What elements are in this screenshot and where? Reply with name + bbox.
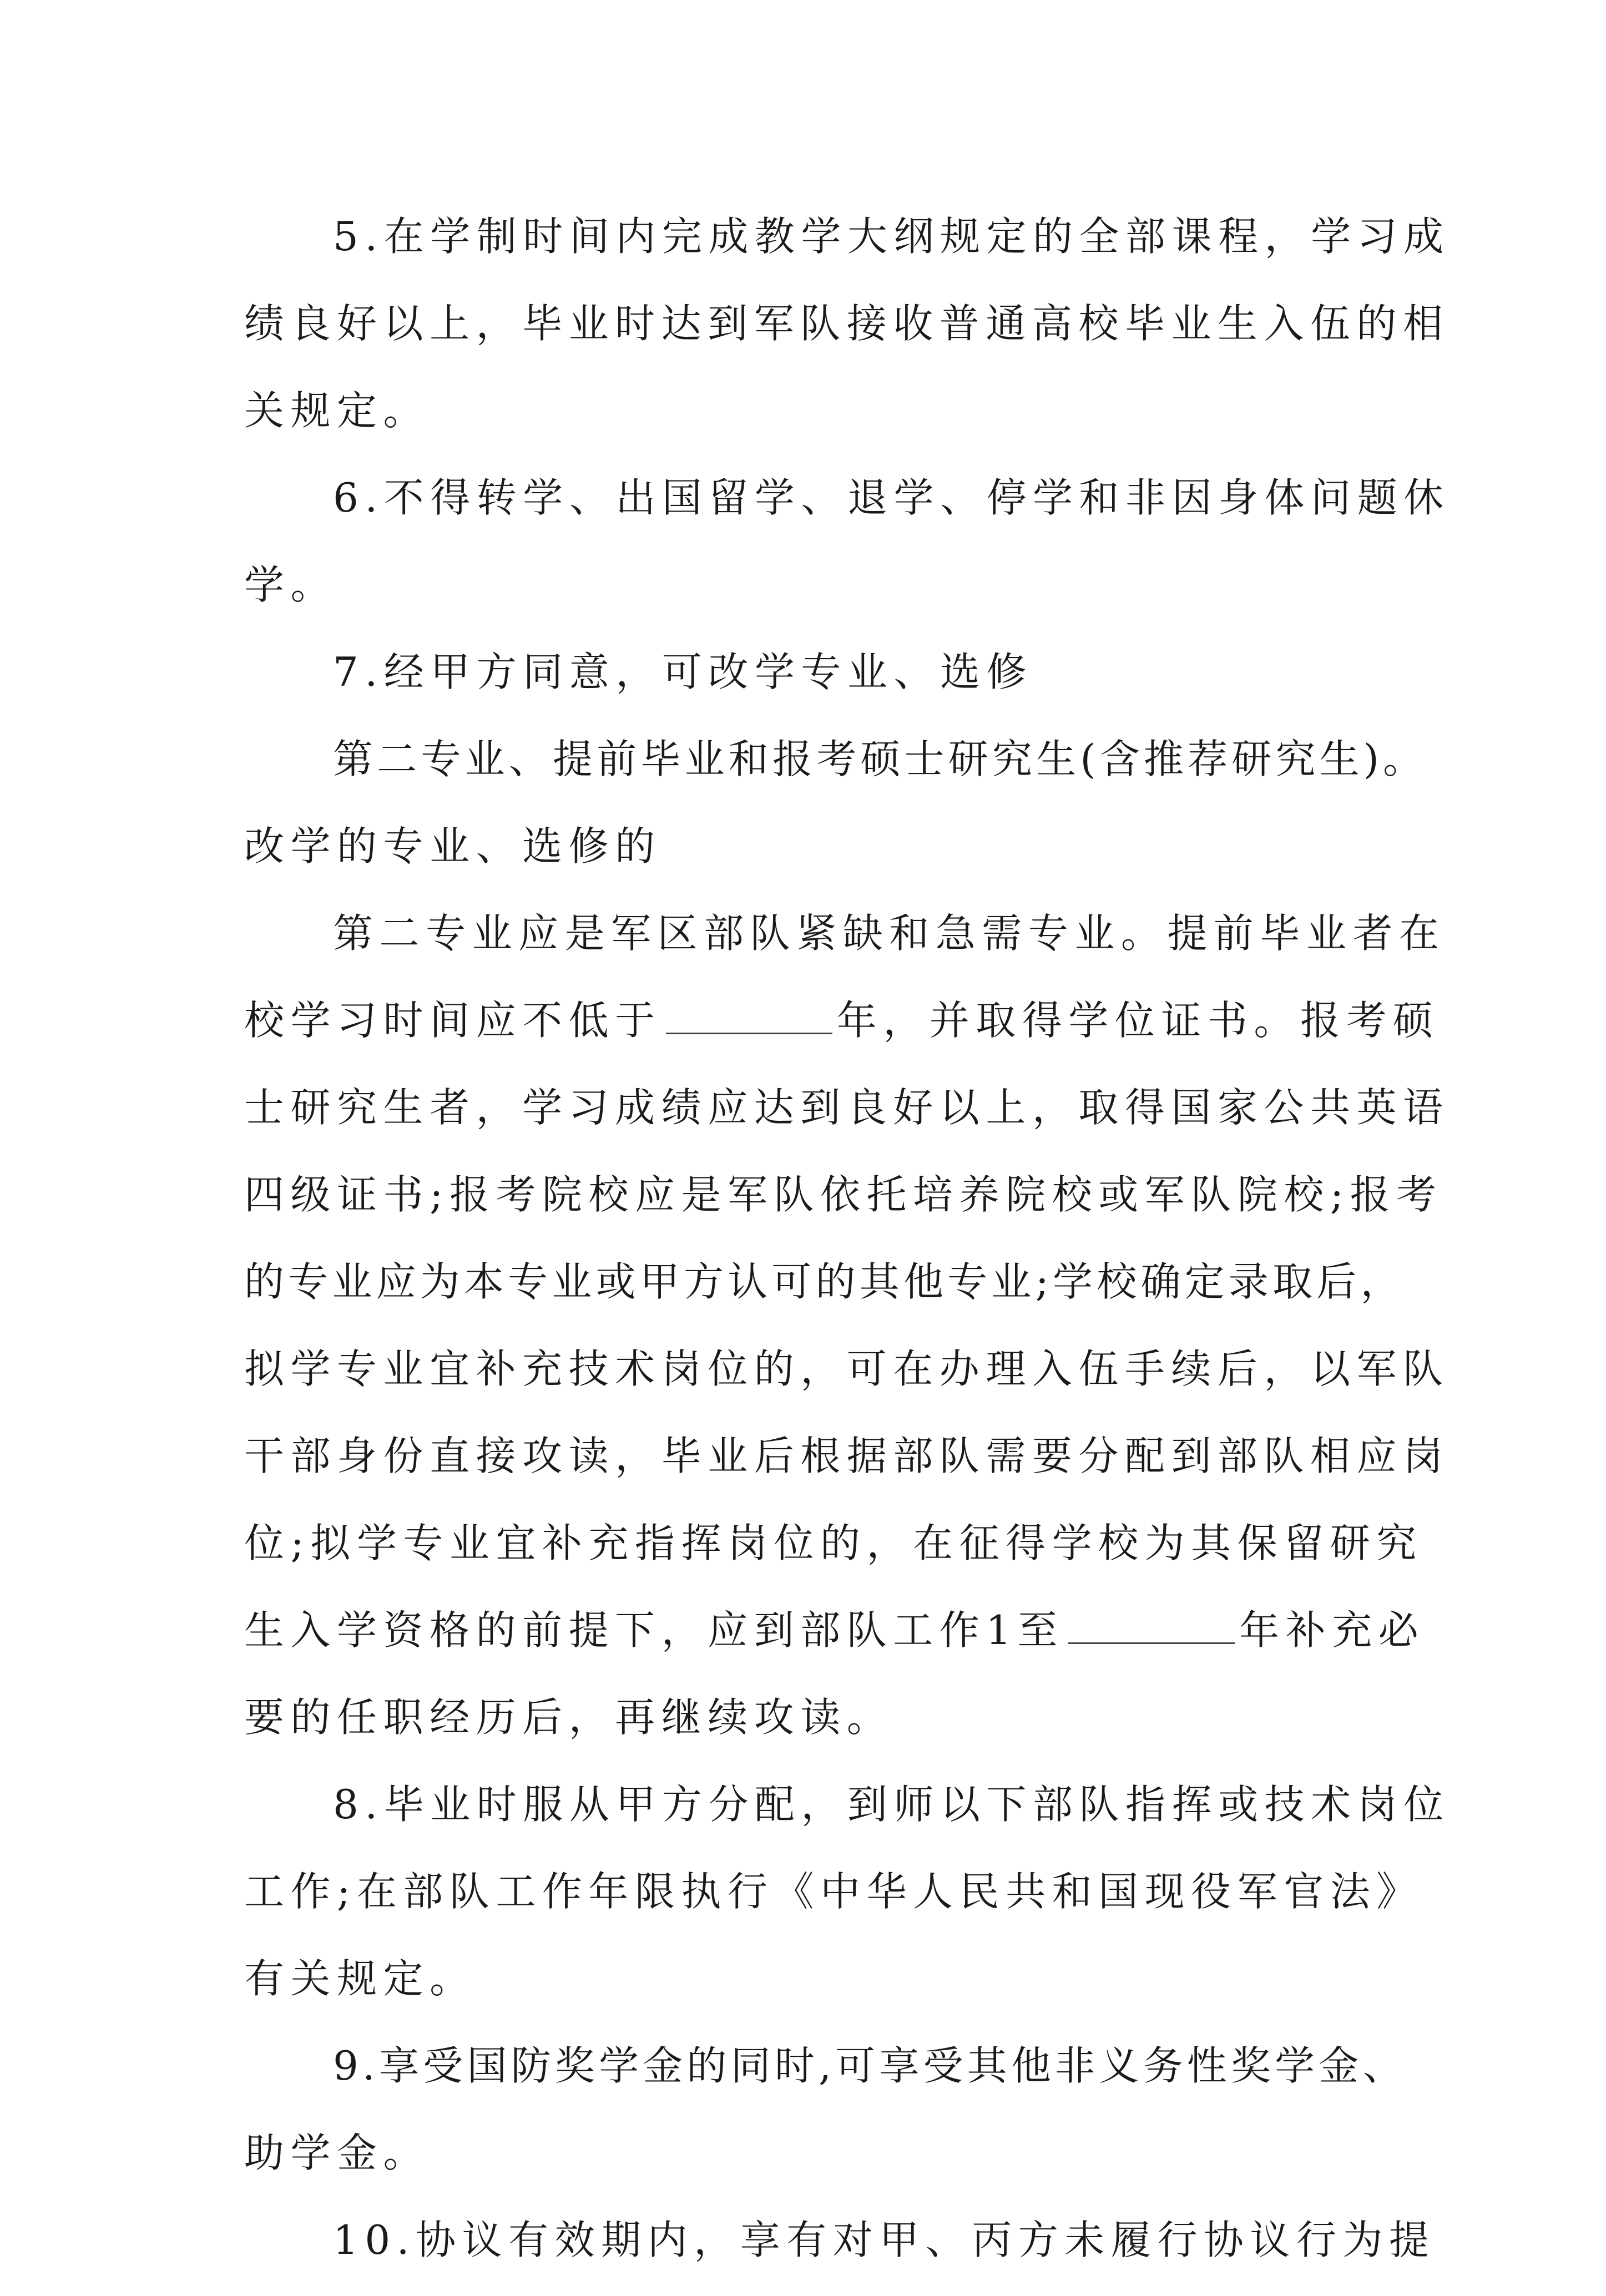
paragraph-line: 要的任职经历后，再继续攻读。 [244, 1694, 893, 1741]
paragraph-line: 位;拟学专业宜补充指挥岗位的，在征得学校为其保留研究 [244, 1520, 1423, 1566]
paragraph-line: 学。 [244, 562, 337, 608]
paragraph-line: 改学的专业、选修的 [244, 823, 661, 869]
paragraph-line: 8.毕业时服从甲方分配，到师以下部队指挥或技术岗位 [333, 1781, 1450, 1828]
paragraph-line: 关规定。 [244, 387, 430, 434]
paragraph-line: 助学金。 [244, 2130, 430, 2176]
paragraph-line: 有关规定。 [244, 1955, 476, 2002]
paragraph-line: 5.在学制时间内完成教学大纲规定的全部课程，学习成 [333, 213, 1450, 260]
paragraph-line: 9.享受国防奖学金的同时,可享受其他非义务性奖学金、 [333, 2042, 1407, 2089]
line-prefix: 生入学资格的前提下，应到部队工作1至 [244, 1607, 1064, 1653]
paragraph-line: 工作;在部队工作年限执行《中华人民共和国现役军官法》 [244, 1868, 1423, 1915]
paragraph-line: 第二专业应是军区部队紧缺和急需专业。提前毕业者在 [333, 910, 1446, 957]
paragraph-line: 拟学专业宜补充技术岗位的，可在办理入伍手续后，以军队 [244, 1346, 1450, 1392]
paragraph-line: 的专业应为本专业或甲方认可的其他专业;学校确定录取后， [244, 1258, 1405, 1305]
paragraph-line: 绩良好以上，毕业时达到军队接收普通高校毕业生入伍的相 [244, 300, 1450, 347]
paragraph-line: 士研究生者，学习成绩应达到良好以上，取得国家公共英语 [244, 1084, 1450, 1131]
paragraph-line: 干部身份直接攻读，毕业后根据部队需要分配到部队相应岗 [244, 1433, 1450, 1479]
paragraph-line-with-blank [244, 989, 1440, 1051]
line-prefix: 校学习时间应不低于 [244, 997, 661, 1044]
paragraph-line: 6.不得转学、出国留学、退学、停学和非因身体问题休 [333, 474, 1450, 521]
document-body [244, 205, 1450, 2296]
paragraph-line: 第二专业、提前毕业和报考硕士研究生(含推荐研究生)。 [333, 736, 1427, 782]
paragraph-line: 7.经甲方同意，可改学专业、选修 [333, 649, 1033, 695]
line-suffix: 年，并取得学位证书。报考硕 [836, 997, 1440, 1044]
fill-in-blank [666, 993, 832, 1034]
fill-in-blank [1068, 1602, 1235, 1644]
paragraph-line: 10.协议有效期内，享有对甲、丙方未履行协议行为提 [333, 2217, 1436, 2263]
paragraph-line: 四级证书;报考院校应是军队依托培养院校或军队院校;报考 [244, 1171, 1443, 1218]
line-suffix: 年补充必 [1239, 1607, 1425, 1653]
paragraph-line-with-blank [244, 1599, 1425, 1661]
